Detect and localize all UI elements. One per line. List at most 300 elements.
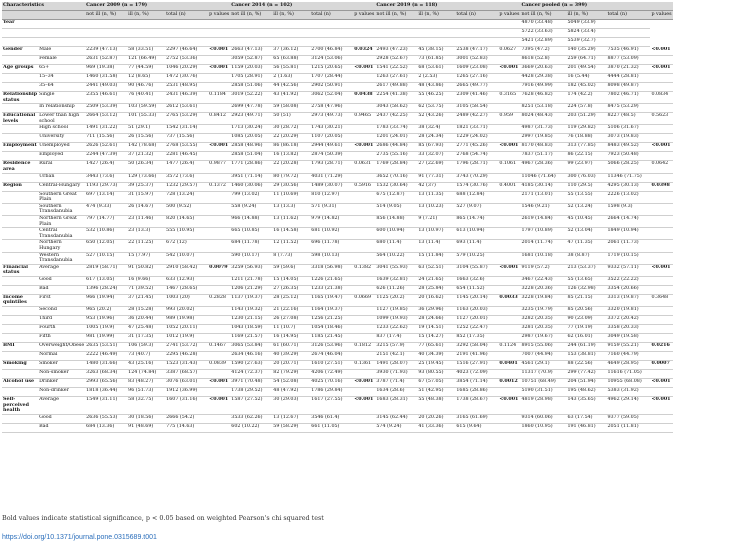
table-cell: 27 (26.35) (272, 285, 310, 294)
row-category (2, 240, 38, 252)
table-cell: 12 (8.65) (127, 74, 165, 83)
p-value-cell: 0.0834 (650, 92, 672, 104)
table-cell: 2819 (58.71) (85, 264, 127, 276)
p-value-cell: <0.001 (208, 143, 230, 152)
table-row (2, 47, 673, 56)
p-value-cell (498, 56, 520, 65)
table-cell: 153 (38.81) (566, 352, 606, 361)
table-cell (85, 20, 127, 29)
group-header-pooled: Cancer pooled (n = 399) (520, 2, 672, 11)
row-label: Average (38, 264, 85, 276)
table-cell (85, 29, 127, 38)
table-cell: 28 (24.34) (417, 134, 455, 143)
table-row (2, 161, 673, 173)
table-cell: 3971 (70.48) (230, 379, 272, 388)
table-cell: 2771 (45.26) (455, 143, 498, 152)
table-cell: 9377 (59.05) (606, 414, 650, 423)
p-value-cell: <0.001 (498, 143, 520, 152)
p-value-cell: 0.1361 (353, 361, 375, 370)
table-cell: 2538 (47.17) (455, 47, 498, 56)
table-cell: 86 (86.18) (272, 143, 310, 152)
table-cell: 8 (7.73) (272, 252, 310, 264)
table-cell: 1263 (27.61) (375, 74, 417, 83)
table-cell: 3228 (20.36) (520, 285, 566, 294)
table-cell: 865 (14.74) (455, 215, 498, 227)
table-row (2, 65, 673, 74)
p-value-cell (208, 203, 230, 215)
p-value-cell: 0.5623 (650, 113, 672, 125)
table-row (2, 276, 673, 285)
column-header: ill (n, %) (272, 11, 310, 20)
table-cell: 2612 (53.61) (165, 104, 208, 113)
table-cell: 65 (63.88) (272, 56, 310, 65)
row-category (2, 388, 38, 397)
table-cell: 617 (13.05) (85, 276, 127, 285)
p-value-cell (353, 285, 375, 294)
table-cell (165, 20, 208, 29)
table-cell: 54 (52.08) (272, 379, 310, 388)
p-value-cell (650, 83, 672, 92)
table-cell: 2902 (50.91) (310, 83, 353, 92)
table-cell: 47 (11.35) (566, 240, 606, 252)
group-header-2019: Cancer 2019 (n = 118) (375, 2, 520, 11)
table-cell: 50 (51) (272, 113, 310, 125)
p-value-cell (650, 191, 672, 203)
table-cell: 697 (13.14) (85, 191, 127, 203)
p-value-cell (650, 152, 672, 161)
p-value-cell (650, 104, 672, 113)
p-value-cell (353, 125, 375, 134)
row-label (38, 20, 85, 29)
p-value-cell: 0.0839 (208, 361, 230, 370)
table-row (2, 388, 673, 397)
p-value-cell (650, 134, 672, 143)
table-cell: 12 (11.52) (272, 240, 310, 252)
table-cell: 7007 (44.94) (520, 352, 566, 361)
table-row (2, 352, 673, 361)
table-row (2, 361, 673, 370)
row-label: 65+ (38, 65, 85, 74)
table-cell: 85 (21.15) (566, 294, 606, 306)
table-cell: 1685 (28.86) (455, 388, 498, 397)
table-cell: 1226 (21.65) (310, 276, 353, 285)
table-cell: 602 (10.22) (230, 423, 272, 432)
table-cell: 10751 (68.49) (520, 379, 566, 388)
table-cell: 2626 (52.61) (85, 143, 127, 152)
table-cell: 3019 (52.22) (230, 92, 272, 104)
table-cell: 3787 (71.4) (375, 379, 417, 388)
p-value-cell (208, 414, 230, 423)
p-value-cell (208, 125, 230, 134)
table-cell: 191 (46.81) (566, 423, 606, 432)
table-cell: 28 (24.66) (417, 316, 455, 325)
table-cell: 5106 (31.67) (606, 125, 650, 134)
p-value-cell: 0.4001 (498, 182, 520, 191)
row-category: Residence area (2, 161, 38, 173)
table-cell: 36 (20.44) (127, 316, 165, 325)
doi-link[interactable]: https://doi.org/10.1371/journal.pone.0315689.t001 (2, 534, 157, 541)
table-cell: 7837 (51.17) (520, 152, 566, 161)
table-cell: 1233 (21.38) (310, 285, 353, 294)
table-cell: 1211 (21.78) (230, 276, 272, 285)
table-cell: 3059 (52.87) (230, 56, 272, 65)
table-cell: 1609 (23.08) (455, 65, 498, 74)
table-cell: 30 (28.72) (272, 125, 310, 134)
table-cell: 204 (51.94) (566, 379, 606, 388)
table-cell: 119 (29.82) (566, 125, 606, 134)
table-cell (127, 20, 165, 29)
table-row (2, 397, 673, 415)
table-cell: 40 (39.29) (272, 352, 310, 361)
table-cell: 966 (19.94) (85, 294, 127, 306)
table-cell: 2997 (19.85) (520, 134, 566, 143)
p-value-cell (353, 215, 375, 227)
p-value-cell (208, 352, 230, 361)
table-cell: 3065 (53.84) (230, 343, 272, 352)
p-value-cell: 0.0398 (650, 182, 672, 191)
table-cell: 4819 (28.98) (520, 397, 566, 415)
table-cell: 3854 (71.14) (455, 379, 498, 388)
table-cell: 48 (47.92) (272, 388, 310, 397)
p-value-cell (650, 414, 672, 423)
table-cell: 52 (13.04) (566, 228, 606, 240)
p-value-cell (353, 152, 375, 161)
table-cell: 30 (18.56) (127, 414, 165, 423)
table-cell: 1164 (19.37) (310, 307, 353, 316)
p-value-cell (498, 370, 520, 379)
table-cell (606, 20, 650, 29)
row-category: Smoking (2, 361, 38, 370)
table-cell: 527 (10.15) (85, 252, 127, 264)
table-cell: 20 (16.62) (417, 294, 455, 306)
table-cell: 2226 (13.02) (606, 191, 650, 203)
table-cell: 2735 (55.16) (375, 152, 417, 161)
table-cell: 680 (11.4) (375, 240, 417, 252)
p-value-cell: 0.0627 (498, 47, 520, 56)
table-cell: 1705 (28.91) (230, 74, 272, 83)
p-value-cell (650, 215, 672, 227)
table-cell: 1610 (27.51) (310, 361, 353, 370)
table-cell: 39 (25.37) (127, 182, 165, 191)
table-cell (165, 29, 208, 38)
row-category (2, 215, 38, 227)
table-cell: 2437 (42.25) (375, 113, 417, 125)
table-cell: 1489 (30.07) (310, 182, 353, 191)
row-category (2, 173, 38, 182)
table-cell: 26 (14.67) (127, 203, 165, 215)
row-label: Unemployed (38, 143, 85, 152)
row-label: Southern Transdanubia (38, 203, 85, 215)
table-cell: 52 (13.24) (566, 203, 606, 215)
p-value-cell: <0.001 (353, 397, 375, 415)
table-cell: 654 (11.52) (455, 285, 498, 294)
table-cell: 684 (13.36) (85, 423, 127, 432)
table-cell: 110 (29.5) (566, 182, 606, 191)
table-cell: 1793 (28.71) (310, 161, 353, 173)
p-value-cell: 0.5916 (353, 182, 375, 191)
table-cell: 2619 (14.84) (520, 215, 566, 227)
table-cell: 62 (53.75) (417, 104, 455, 113)
p-value-cell (353, 352, 375, 361)
table-cell: 11 (10.69) (272, 191, 310, 203)
table-cell: 24 (21.65) (417, 276, 455, 285)
table-cell: 3951 (71.14) (230, 173, 272, 182)
p-value-cell: <0.001 (650, 264, 672, 276)
table-row (2, 20, 673, 29)
table-cell: 2061 (11.73) (606, 240, 650, 252)
table-cell: 45 (38.15) (417, 47, 455, 56)
table-cell: 1477 (26.4) (165, 161, 208, 173)
table-cell: 1265 (27.16) (455, 74, 498, 83)
row-label: Western Transdanubia (38, 252, 85, 264)
table-row (2, 264, 673, 276)
table-cell: 532 (10.86) (85, 228, 127, 240)
table-cell: 1532 (30.64) (375, 182, 417, 191)
p-value-cell (498, 134, 520, 143)
table-cell: 9332 (57.11) (606, 264, 650, 276)
table-cell: 85 (20.56) (566, 307, 606, 316)
table-cell: 2686 (44.84) (375, 143, 417, 152)
row-category (2, 325, 38, 334)
table-cell: 3259 (56.93) (230, 264, 272, 276)
table-cell: 1607 (31.16) (165, 397, 208, 415)
p-value-cell (498, 307, 520, 316)
p-value-cell (208, 29, 230, 38)
table-cell: 2699 (47.78) (230, 104, 272, 113)
p-value-cell (208, 215, 230, 227)
table-cell: 661 (11.05) (310, 423, 353, 432)
table-cell: 2758 (47.96) (310, 104, 353, 113)
table-cell: 737 (15.56) (165, 134, 208, 143)
table-cell: 3001 (52.83) (455, 56, 498, 65)
table-cell: 1252 (22.47) (455, 325, 498, 334)
table-cell: 1012 (19.9) (165, 334, 208, 343)
table-cell: 11 (10.7) (272, 325, 310, 334)
table-cell: 3292 (58.04) (455, 343, 498, 352)
table-cell: 4428 (29.38) (520, 74, 566, 83)
row-category (2, 152, 38, 161)
table-cell: 67 (57.05) (417, 379, 455, 388)
table-cell: 2631 (52.87) (85, 56, 127, 65)
p-value-cell (353, 29, 375, 38)
row-category: Educational levels (2, 113, 38, 125)
table-cell: 1107 (20.05) (310, 134, 353, 143)
table-cell: 91 (48.69) (127, 423, 165, 432)
row-label: Central Transdanubia (38, 228, 85, 240)
table-cell: 1215 (20.65) (310, 65, 353, 74)
table-cell: 1683 (28.31) (375, 397, 417, 415)
table-cell (310, 38, 353, 47)
p-value-cell: 0.0007 (650, 361, 672, 370)
row-label: Normal (38, 352, 85, 361)
table-cell: 3165 (61.69) (455, 414, 498, 423)
row-category: Age groups (2, 65, 38, 74)
p-value-cell (650, 56, 672, 65)
table-cell: 1054 (18.46) (310, 325, 353, 334)
p-value-cell (208, 252, 230, 264)
p-value-cell: 0.0324 (353, 47, 375, 56)
table-cell: 837 (17.4) (375, 334, 417, 343)
row-category: Relationship status (3, 91, 38, 103)
table-cell: 3387 (68.57) (165, 370, 208, 379)
p-value-cell: 0.959 (498, 113, 520, 125)
row-category (2, 56, 38, 65)
table-cell: 1663 (32.6) (455, 276, 498, 285)
p-value-cell: 0.0216 (650, 343, 672, 352)
table-cell: 3043 (58.62) (375, 104, 417, 113)
table-cell: 51 (42.95) (417, 388, 455, 397)
table-cell: 1143 (19.32) (230, 307, 272, 316)
table-row (2, 83, 673, 92)
table-cell: 13 (10.97) (417, 228, 455, 240)
table-cell: 1163 (20.03) (455, 307, 498, 316)
table-cell: 856 (14.88) (375, 215, 417, 227)
table-row (2, 125, 673, 134)
group-header-2009: Cancer 2009 (n = 179) (85, 2, 230, 11)
p-value-cell (498, 276, 520, 285)
p-value-cell: 0.1372 (208, 182, 230, 191)
table-cell: 8475 (53.29) (606, 104, 650, 113)
table-cell (230, 20, 272, 29)
p-value-cell (353, 228, 375, 240)
table-cell: 1206 (21.29) (230, 285, 272, 294)
row-category: Self-perceived health (2, 397, 38, 415)
p-value-cell: <0.001 (650, 47, 672, 56)
column-header: ill (n, %) (417, 11, 455, 20)
table-cell: 2531 (48.95) (165, 83, 208, 92)
table-cell: 3522 (22.22) (606, 276, 650, 285)
row-label: Fourth (38, 325, 85, 334)
table-cell: 3124 (53.06) (310, 56, 353, 65)
row-category (2, 414, 38, 423)
table-cell: 63 (17.54) (566, 414, 606, 423)
column-header: total (n) (310, 11, 353, 20)
p-value-cell (498, 20, 520, 29)
table-cell: 2635 (53.51) (85, 343, 127, 352)
table-cell: 93 (80.55) (417, 370, 455, 379)
table-row (2, 182, 673, 191)
table-footnote: Bold values indicate statistical significance, p < 0.05 based on weighted Pearson's chi squared test (2, 514, 324, 522)
table-cell: 672 (12) (165, 240, 208, 252)
row-category (2, 83, 38, 92)
column-header: not ill (n, %) (85, 11, 127, 20)
table-row (2, 38, 673, 47)
table-cell (310, 29, 353, 38)
row-category (2, 370, 38, 379)
table-cell: 2858 (51.06) (230, 83, 272, 92)
row-category (2, 352, 38, 361)
row-category: Gender (2, 47, 38, 56)
p-value-cell (208, 83, 230, 92)
table-cell: 1743 (30.21) (310, 125, 353, 134)
row-category (2, 285, 38, 294)
table-cell: 1574 (30.76) (455, 182, 498, 191)
p-value-cell (208, 423, 230, 432)
table-cell: 13 (11.35) (417, 191, 455, 203)
column-header: p values (353, 11, 375, 20)
table-cell: 9314 (60.06) (520, 414, 566, 423)
row-category (2, 134, 38, 143)
row-label: Overweight/Obese (38, 343, 85, 352)
table-cell: 665 (10.85) (230, 228, 272, 240)
p-value-cell: 0.0012 (498, 379, 520, 388)
table-cell: 4295 (30.13) (606, 182, 650, 191)
row-label: Rural (38, 161, 85, 173)
table-cell: 3104 (55.87) (455, 264, 498, 276)
table-cell: 121 (66.49) (127, 56, 165, 65)
table-cell: 90 (46.76) (127, 83, 165, 92)
table-cell: 3041 (55.93) (375, 264, 417, 276)
table-cell: 85 (67.93) (417, 143, 455, 152)
column-header: ill (n, %) (566, 11, 606, 20)
table-row (2, 228, 673, 240)
p-value-cell (498, 29, 520, 38)
p-value-cell (498, 252, 520, 264)
table-cell: 514 (9.05) (375, 203, 417, 215)
table-cell: 10955 (68.08) (606, 379, 650, 388)
row-label: Bad (38, 423, 85, 432)
table-cell: 1634 (28.6) (375, 388, 417, 397)
table-cell: 1230 (21.15) (230, 316, 272, 325)
table-cell: 579 (10.25) (455, 252, 498, 264)
table-cell: 38 (8.87) (566, 252, 606, 264)
table-cell: 1460 (30.06) (230, 182, 272, 191)
row-category (2, 191, 38, 203)
table-cell (455, 29, 498, 38)
table-cell: 88 (22.56) (566, 361, 606, 370)
table-cell: 3467 (22.43) (520, 276, 566, 285)
table-cell: 201 (49.54) (566, 65, 606, 74)
p-value-cell: <0.001 (208, 47, 230, 56)
table-cell (375, 20, 417, 29)
table-cell: 25 (19.45) (417, 361, 455, 370)
p-value-cell (353, 252, 375, 264)
table-cell: 1127 (20.01) (455, 316, 498, 325)
p-value-cell (650, 173, 672, 182)
p-value-cell: 0.3165 (498, 92, 520, 104)
table-cell: 13 (11.62) (272, 215, 310, 227)
table-cell: 129 (73.66) (127, 173, 165, 182)
table-cell: 3281 (20.35) (520, 325, 566, 334)
table-cell: 300 (76.03) (566, 173, 606, 182)
table-cell (606, 38, 650, 47)
table-cell: 36 (29.96) (417, 307, 455, 316)
table-cell: 213 (53.37) (566, 264, 606, 276)
table-cell: 3263 (68.34) (85, 370, 127, 379)
column-header: total (n) (455, 11, 498, 20)
table-cell: 1541 (22.52) (375, 65, 417, 74)
p-value-cell: <0.001 (650, 397, 672, 415)
p-value-cell (208, 240, 230, 252)
table-cell: 16 (13.82) (272, 152, 310, 161)
p-value-cell (353, 388, 375, 397)
table-cell (230, 38, 272, 47)
table-cell: 3145 (62.44) (375, 414, 417, 423)
table-cell: 16 (5.44) (566, 74, 606, 83)
table-cell: 1491 (31.22) (85, 125, 127, 134)
table-cell: 5383 (31.92) (606, 388, 650, 397)
table-cell: 2295 (46.28) (165, 352, 208, 361)
table-cell: 590 (10.17) (230, 252, 272, 264)
row-label: Single (38, 92, 85, 104)
table-row (2, 316, 673, 325)
table-cell: 61 (60.71) (272, 343, 310, 352)
table-cell: 37 (21.45) (127, 294, 165, 306)
table-cell: 63 (52.51) (417, 264, 455, 276)
p-value-cell (208, 173, 230, 182)
p-value-cell (353, 307, 375, 316)
p-value-cell (498, 38, 520, 47)
